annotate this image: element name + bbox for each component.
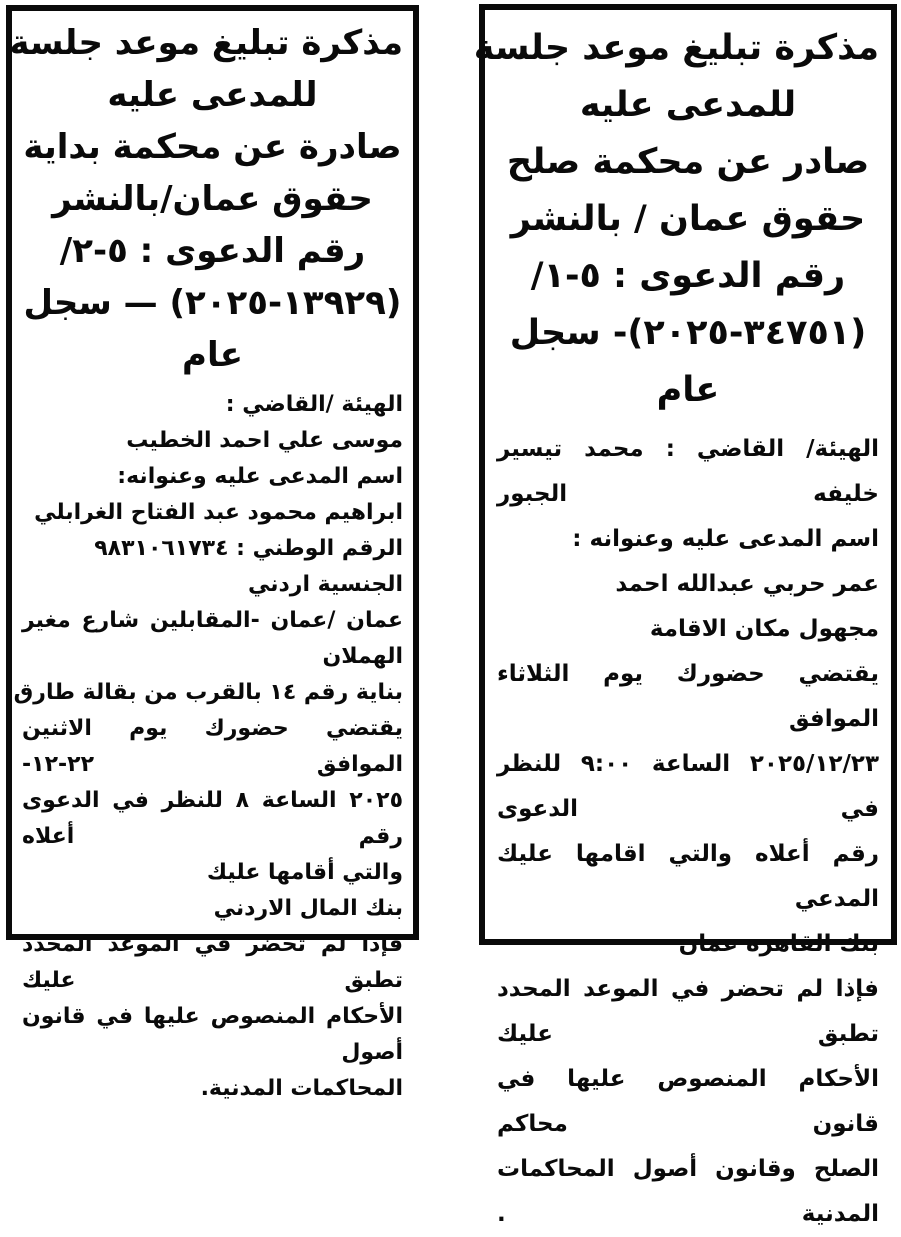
judge-label-line: الهيئة /القاضي : [225,392,403,417]
hearing-date-line1: يقتضي حضورك يوم الثلاثاء الموافق [497,661,879,732]
warning-line1: فإذا لم تحضر في الموعد المحدد تطبق عليك [497,976,879,1047]
filed-against-line: والتي أقامها عليك [206,860,403,885]
case-registry-line: (١٣٩٢٩-٢٠٢٥) — سجل [23,283,402,323]
filed-against-line: رقم أعلاه والتي اقامها عليك المدعي [497,841,879,912]
case-registry-line: (٣٤٧٥١-٢٠٢٥)- سجل [509,313,867,353]
issuing-court-line: صادر عن محكمة صلح [506,142,870,182]
address-line2: بناية رقم ١٤ بالقرب من بقالة طارق [13,680,403,705]
legal-notice-right [473,4,897,1227]
notice-body [13,387,403,1107]
case-number-line: رقم الدعوى : ٥-٢/ [59,231,366,271]
residence-unknown-line: مجهول مكان الاقامة [649,616,879,642]
warning-line3: الصلح وقانون أصول المحاكمات المدنية . [497,1156,879,1227]
registry-type-line: عام [182,335,243,375]
notice-body [497,427,879,1237]
case-number-line: رقم الدعوى : ٥-١/ [530,256,846,296]
registry-type-line: عام [656,370,720,410]
legal-notice-left [6,5,419,1101]
judge-name-line: الهيئة/ القاضي : محمد تيسير خليفه الجبور [497,436,879,507]
notice-title-line1: مذكرة تبليغ موعد جلسة [473,28,879,68]
issuing-court-line: صادرة عن محكمة بداية [23,127,402,167]
address-line1: عمان /عمان -المقابلين شارع مغير الهملان [22,608,403,669]
notice-header [9,17,403,381]
defendant-label-line: اسم المدعى عليه وعنوانه : [572,526,879,552]
notice-header [473,20,879,419]
notice-title-line1: مذكرة تبليغ موعد جلسة [9,23,403,63]
nationality-line: الجنسية اردني [247,572,403,597]
hearing-date-line2: ٢٠٢٥/١٢/٢٣ الساعة ٩:٠٠ للنظر في الدعوى [497,751,879,822]
warning-line2: الأحكام المنصوص عليها في قانون محاكم [497,1066,879,1137]
court-division-line: حقوق عمان/بالنشر [52,179,373,219]
plaintiff-name-line: بنك المال الاردني [213,896,403,921]
hearing-date-line1: يقتضي حضورك يوم الاثنين الموافق ٢٢-١٢- [22,716,403,777]
warning-line1: فإذا لم تحضر في الموعد المحدد تطبق عليك [22,932,403,993]
judge-name-line: موسى علي احمد الخطيب [126,428,403,453]
warning-line2: الأحكام المنصوص عليها في قانون أصول [22,1004,403,1065]
plaintiff-name-line: بنك القاهرة عمان [678,931,879,957]
notice-title-line2: للمدعى عليه [579,85,797,125]
defendant-name-line: ابراهيم محمود عبد الفتاح الغرابلي [34,500,403,525]
defendant-label-line: اسم المدعى عليه وعنوانه: [117,464,403,489]
hearing-date-line2: ٢٠٢٥ الساعة ٨ للنظر في الدعوى رقم أعلاه [22,788,403,849]
defendant-name-line: عمر حربي عبدالله احمد [615,571,879,597]
warning-line3: المحاكمات المدنية. [200,1076,403,1101]
national-id-line: الرقم الوطني : ٩٨٣١٠٦١٧٣٤ [94,536,403,561]
notice-title-line2: للمدعى عليه [107,75,318,115]
court-division-line: حقوق عمان / بالنشر [510,199,866,239]
